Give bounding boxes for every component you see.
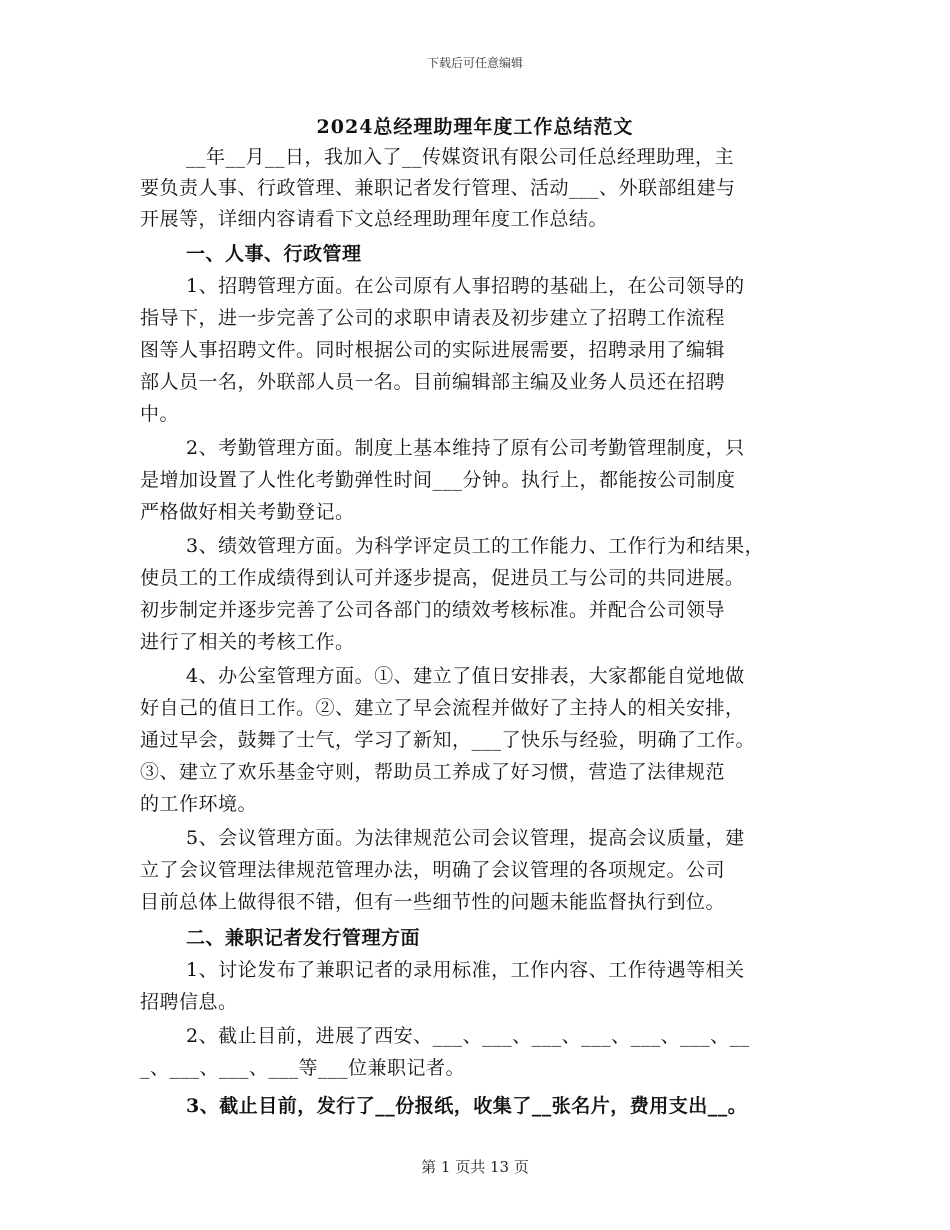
paragraph-line: 要负责人事、行政管理、兼职记者发行管理、活动___、外联部组建与 xyxy=(140,177,736,199)
paragraph-line: 4、办公室管理方面。①、建立了值日安排表，大家都能自觉地做 xyxy=(186,665,745,687)
paragraph-line: 进行了相关的考核工作。 xyxy=(140,631,355,653)
paragraph-line: 1、招聘管理方面。在公司原有人事招聘的基础上，在公司领导的 xyxy=(186,275,745,297)
paragraph-line: 立了会议管理法律规范管理办法，明确了会议管理的各项规定。公司 xyxy=(140,859,726,881)
paragraph-line: 开展等，详细内容请看下文总经理助理年度工作总结。 xyxy=(140,208,609,230)
paragraph-line: 严格做好相关考勤登记。 xyxy=(140,501,355,523)
paragraph-line: 招聘信息。 xyxy=(140,991,238,1013)
section-heading: 一、人事、行政管理 xyxy=(186,243,362,265)
paragraph-line: 2、考勤管理方面。制度上基本维持了原有公司考勤管理制度，只 xyxy=(186,437,745,459)
paragraph-line: 3、绩效管理方面。为科学评定员工的工作能力、工作行为和结果， xyxy=(186,535,765,557)
paragraph-line: 初步制定并逐步完善了公司各部门的绩效考核标准。并配合公司领导 xyxy=(140,599,726,621)
paragraph-line: __年__月__日，我加入了__传媒资讯有限公司任总经理助理，主 xyxy=(186,146,735,168)
paragraph-line-bold: 3、截止目前，发行了__份报纸，收集了__张名片，费用支出__。 xyxy=(186,1095,748,1117)
page-header-note: 下载后可任意编辑 xyxy=(426,56,523,70)
paragraph-line: 1、讨论发布了兼职记者的录用标准，工作内容、工作待遇等相关 xyxy=(186,959,745,981)
page-number-footer: 第 1 页共 13 页 xyxy=(421,1158,529,1176)
paragraph-line: 中。 xyxy=(140,403,180,425)
document-title: 2024总经理助理年度工作总结范文 xyxy=(316,116,634,138)
paragraph-line: 使员工的工作成绩得到认可并逐步提高，促进员工与公司的共同进展。 xyxy=(140,567,745,589)
paragraph-line: 是增加设置了人性化考勤弹性时间___分钟。执行上，都能按公司制度 xyxy=(140,469,736,491)
paragraph-line: 指导下，进一步完善了公司的求职申请表及初步建立了招聘工作流程 xyxy=(140,307,726,329)
paragraph-line: 部人员一名，外联部人员一名。目前编辑部主编及业务人员还在招聘 xyxy=(140,371,726,393)
paragraph-line: 5、会议管理方面。为法律规范公司会议管理，提高会议质量，建 xyxy=(186,827,745,849)
section-heading: 二、兼职记者发行管理方面 xyxy=(186,927,421,949)
paragraph-line: 的工作环境。 xyxy=(140,793,258,815)
paragraph-line: _、___、___、___等___位兼职记者。 xyxy=(140,1057,466,1079)
paragraph-line: 2、截止目前，进展了西安、___、___、___、___、___、___、__ xyxy=(186,1025,750,1047)
paragraph-line: ③、建立了欢乐基金守则，帮助员工养成了好习惯，营造了法律规范 xyxy=(140,761,726,783)
paragraph-line: 图等人事招聘文件。同时根据公司的实际进展需要，招聘录用了编辑 xyxy=(140,339,726,361)
paragraph-line: 通过早会，鼓舞了士气，学习了新知，___了快乐与经验，明确了工作。 xyxy=(140,729,756,751)
paragraph-line: 目前总体上做得很不错，但有一些细节性的问题未能监督执行到位。 xyxy=(140,891,726,913)
paragraph-line: 好自己的值日工作。②、建立了早会流程并做好了主持人的相关安排， xyxy=(140,697,745,719)
